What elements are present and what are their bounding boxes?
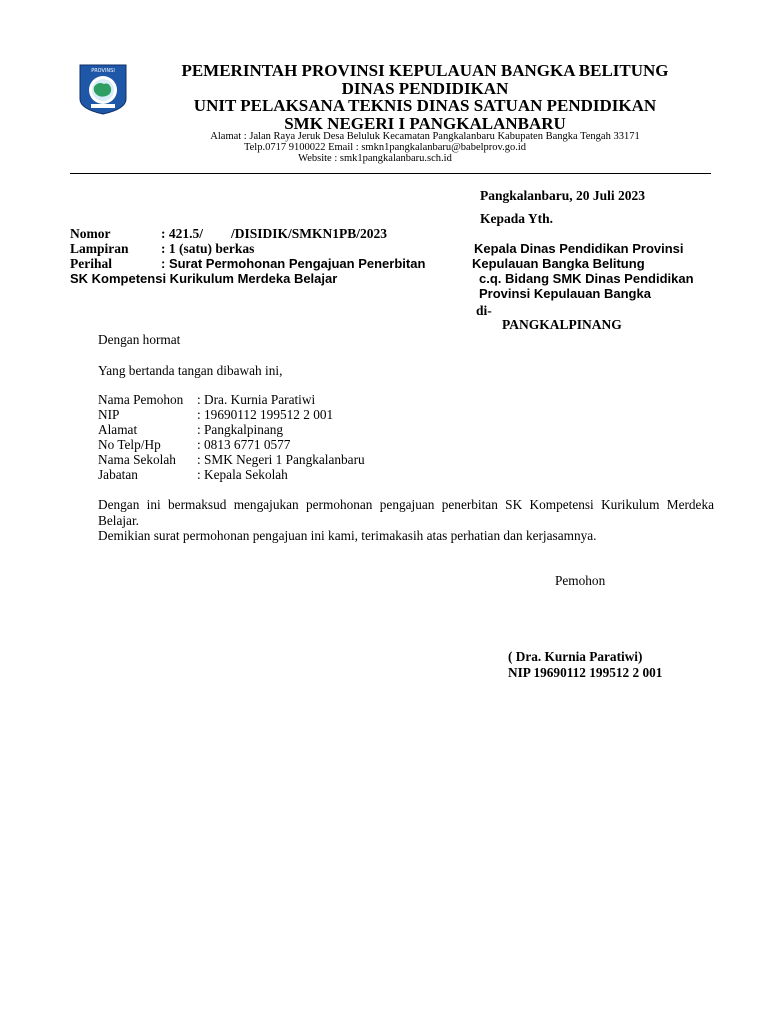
perihal-label: Perihal: [70, 256, 112, 271]
recipient-line-5: di-: [476, 303, 492, 318]
letterhead-address: Alamat : Jalan Raya Jeruk Desa Beluluk Kecamatan Pangkalanbaru Kabupaten Bangka Tengah 33171: [210, 131, 640, 142]
recipient-city: PANGKALPINANG: [502, 317, 622, 332]
applicant-school-value: : SMK Negeri 1 Pangkalanbaru: [197, 452, 365, 467]
nomor-code: /DISIDIK/SMKN1PB/2023: [231, 226, 388, 241]
applicant-name-label: Nama Pemohon: [98, 392, 184, 407]
letterhead-school: SMK NEGERI I PANGKALANBARU: [284, 114, 566, 133]
applicant-name-value: : Dra. Kurnia Paratiwi: [197, 392, 316, 407]
letter-date: Pangkalanbaru, 20 Juli 2023: [480, 188, 646, 203]
lampiran-label: Lampiran: [70, 241, 129, 256]
applicant-school-label: Nama Sekolah: [98, 452, 176, 467]
recipient-greeting: Kepada Yth.: [480, 211, 554, 226]
perihal-continuation: SK Kompetensi Kurikulum Merdeka Belajar: [70, 271, 338, 286]
recipient-line-1: Kepala Dinas Pendidikan Provinsi: [474, 241, 684, 256]
signature-nip: NIP 19690112 199512 2 001: [508, 665, 663, 680]
lampiran-value: : 1 (satu) berkas: [161, 241, 255, 256]
applicant-address-label: Alamat: [98, 422, 138, 437]
recipient-line-3: c.q. Bidang SMK Dinas Pendidikan: [479, 271, 694, 286]
letterhead-website: Website : smk1pangkalanbaru.sch.id: [298, 153, 452, 164]
recipient-line-2: Kepulauan Bangka Belitung: [472, 256, 645, 271]
body-paragraph-1: Dengan ini bermaksud mengajukan permohonan pengajuan penerbitan SK Kompetensi Kurikulum Merdeka Belajar.: [98, 497, 714, 528]
signature-role: Pemohon: [555, 573, 606, 588]
letterhead-contact: Telp.0717 9100022 Email : smkn1pangkalanbaru@babelprov.go.id: [243, 142, 527, 153]
applicant-position-value: : Kepala Sekolah: [197, 467, 288, 482]
letterhead-government: PEMERINTAH PROVINSI KEPULAUAN BANGKA BELITUNG: [181, 61, 669, 80]
nomor-label: Nomor: [70, 226, 111, 241]
applicant-nip-label: NIP: [98, 407, 120, 422]
intro-line: Yang bertanda tangan dibawah ini,: [98, 363, 283, 378]
emblem-caption: PROVINSI: [91, 68, 115, 74]
perihal-value: : Surat Permohonan Pengajuan Penerbitan: [161, 256, 426, 271]
letterhead-department: DINAS PENDIDIKAN: [341, 79, 509, 98]
recipient-line-4: Provinsi Kepulauan Bangka: [479, 286, 651, 301]
nomor-value: : 421.5/: [161, 226, 203, 241]
letterhead-divider: [70, 173, 711, 174]
body-paragraph-2: Demikian surat permohonan pengajuan ini kami, terimakasih atas perhatian dan kerjasamnya.: [98, 528, 597, 543]
applicant-phone-label: No Telp/Hp: [98, 437, 161, 452]
signature-name: ( Dra. Kurnia Paratiwi): [508, 649, 643, 664]
applicant-nip-value: : 19690112 199512 2 001: [197, 407, 334, 422]
letterhead-unit: UNIT PELAKSANA TEKNIS DINAS SATUAN PENDIDIKAN: [193, 96, 657, 115]
applicant-phone-value: : 0813 6771 0577: [197, 437, 291, 452]
applicant-address-value: : Pangkalpinang: [197, 422, 284, 437]
applicant-position-label: Jabatan: [98, 467, 138, 482]
salutation: Dengan hormat: [98, 332, 181, 347]
